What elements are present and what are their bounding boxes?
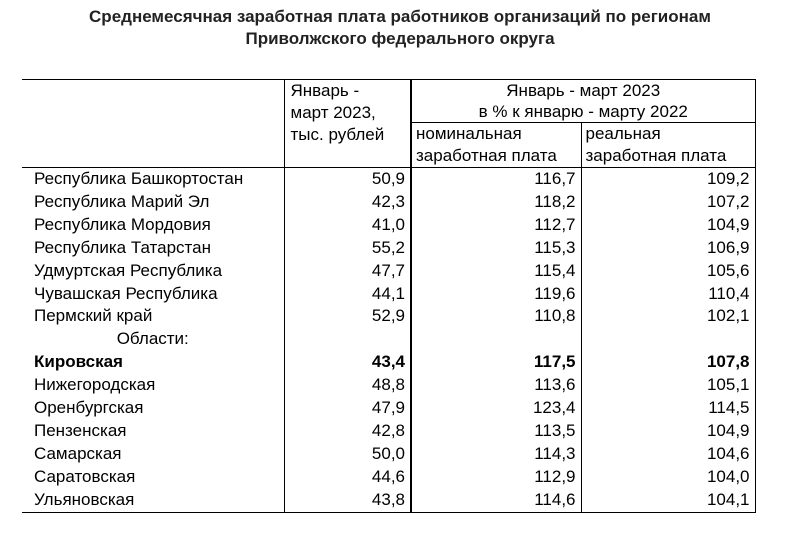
title-line-1: Среднемесячная заработная плата работников организаций по регионам bbox=[89, 7, 711, 26]
salary-value: 43,4 bbox=[284, 351, 411, 374]
salary-value: 55,2 bbox=[284, 237, 411, 260]
table-row bbox=[22, 489, 755, 512]
nominal-value: 114,3 bbox=[411, 443, 581, 466]
group-row-oblasti bbox=[22, 328, 755, 351]
salary-value: 43,8 bbox=[284, 489, 411, 512]
region-name: Пензенская bbox=[22, 420, 284, 443]
salary-value: 52,9 bbox=[284, 305, 411, 328]
region-name: Республика Марий Эл bbox=[22, 191, 284, 214]
nominal-value: 112,9 bbox=[411, 466, 581, 489]
table-row bbox=[22, 443, 755, 466]
salary-value: 42,8 bbox=[284, 420, 411, 443]
real-value: 105,1 bbox=[581, 374, 755, 397]
salary-value: 47,9 bbox=[284, 397, 411, 420]
nominal-value bbox=[411, 328, 581, 351]
real-value: 104,9 bbox=[581, 420, 755, 443]
real-value: 106,9 bbox=[581, 237, 755, 260]
header-nominal: номинальная заработная плата bbox=[411, 123, 581, 168]
region-name: Нижегородская bbox=[22, 374, 284, 397]
real-value: 104,1 bbox=[581, 489, 755, 512]
table-row bbox=[22, 420, 755, 443]
region-name: Оренбургская bbox=[22, 397, 284, 420]
nominal-value: 113,6 bbox=[411, 374, 581, 397]
nominal-value: 112,7 bbox=[411, 214, 581, 237]
region-name: Республика Татарстан bbox=[22, 237, 284, 260]
real-value: 107,8 bbox=[581, 351, 755, 374]
region-name: Пермский край bbox=[22, 305, 284, 328]
salary-value: 44,6 bbox=[284, 466, 411, 489]
nominal-value: 114,6 bbox=[411, 489, 581, 512]
group-label: Области: bbox=[22, 328, 284, 351]
nominal-value: 113,5 bbox=[411, 420, 581, 443]
table-row bbox=[22, 237, 755, 260]
nominal-value: 115,3 bbox=[411, 237, 581, 260]
real-value: 109,2 bbox=[581, 168, 755, 191]
real-value: 104,0 bbox=[581, 466, 755, 489]
nominal-value: 116,7 bbox=[411, 168, 581, 191]
salary-value: 44,1 bbox=[284, 283, 411, 306]
region-name: Ульяновская bbox=[22, 489, 284, 512]
table-row bbox=[22, 283, 755, 306]
nominal-value: 117,5 bbox=[411, 351, 581, 374]
real-value: 104,9 bbox=[581, 214, 755, 237]
nominal-value: 119,6 bbox=[411, 283, 581, 306]
header-real: реальная заработная плата bbox=[581, 123, 755, 168]
salary-value bbox=[284, 328, 411, 351]
table-row bbox=[22, 191, 755, 214]
salary-value: 48,8 bbox=[284, 374, 411, 397]
region-name: Республика Мордовия bbox=[22, 214, 284, 237]
table-row bbox=[22, 260, 755, 283]
table-row bbox=[22, 466, 755, 489]
region-name: Кировская bbox=[22, 351, 284, 374]
region-name: Республика Башкортостан bbox=[22, 168, 284, 191]
nominal-value: 118,2 bbox=[411, 191, 581, 214]
table-title bbox=[0, 6, 800, 50]
nominal-value: 123,4 bbox=[411, 397, 581, 420]
table-row bbox=[22, 168, 755, 191]
real-value bbox=[581, 328, 755, 351]
real-value: 104,6 bbox=[581, 443, 755, 466]
salary-value: 42,3 bbox=[284, 191, 411, 214]
table-row bbox=[22, 374, 755, 397]
real-value: 110,4 bbox=[581, 283, 755, 306]
header-region bbox=[22, 80, 284, 168]
salary-table bbox=[22, 79, 756, 513]
table-row bbox=[22, 305, 755, 328]
region-name: Самарская bbox=[22, 443, 284, 466]
region-name: Саратовская bbox=[22, 466, 284, 489]
header-jan-2023: Январь - март 2023, тыс. рублей bbox=[284, 80, 411, 168]
table-row bbox=[22, 397, 755, 420]
region-name: Чувашская Республика bbox=[22, 283, 284, 306]
salary-value: 50,0 bbox=[284, 443, 411, 466]
salary-value: 41,0 bbox=[284, 214, 411, 237]
salary-value: 47,7 bbox=[284, 260, 411, 283]
table-row bbox=[22, 214, 755, 237]
header-percent: Январь - март 2023 в % к январю - марту 2022 bbox=[411, 80, 755, 123]
table-row-highlighted bbox=[22, 351, 755, 374]
nominal-value: 115,4 bbox=[411, 260, 581, 283]
real-value: 102,1 bbox=[581, 305, 755, 328]
real-value: 114,5 bbox=[581, 397, 755, 420]
real-value: 107,2 bbox=[581, 191, 755, 214]
real-value: 105,6 bbox=[581, 260, 755, 283]
nominal-value: 110,8 bbox=[411, 305, 581, 328]
region-name: Удмуртская Республика bbox=[22, 260, 284, 283]
title-line-2: Приволжского федерального округа bbox=[245, 29, 555, 48]
salary-value: 50,9 bbox=[284, 168, 411, 191]
